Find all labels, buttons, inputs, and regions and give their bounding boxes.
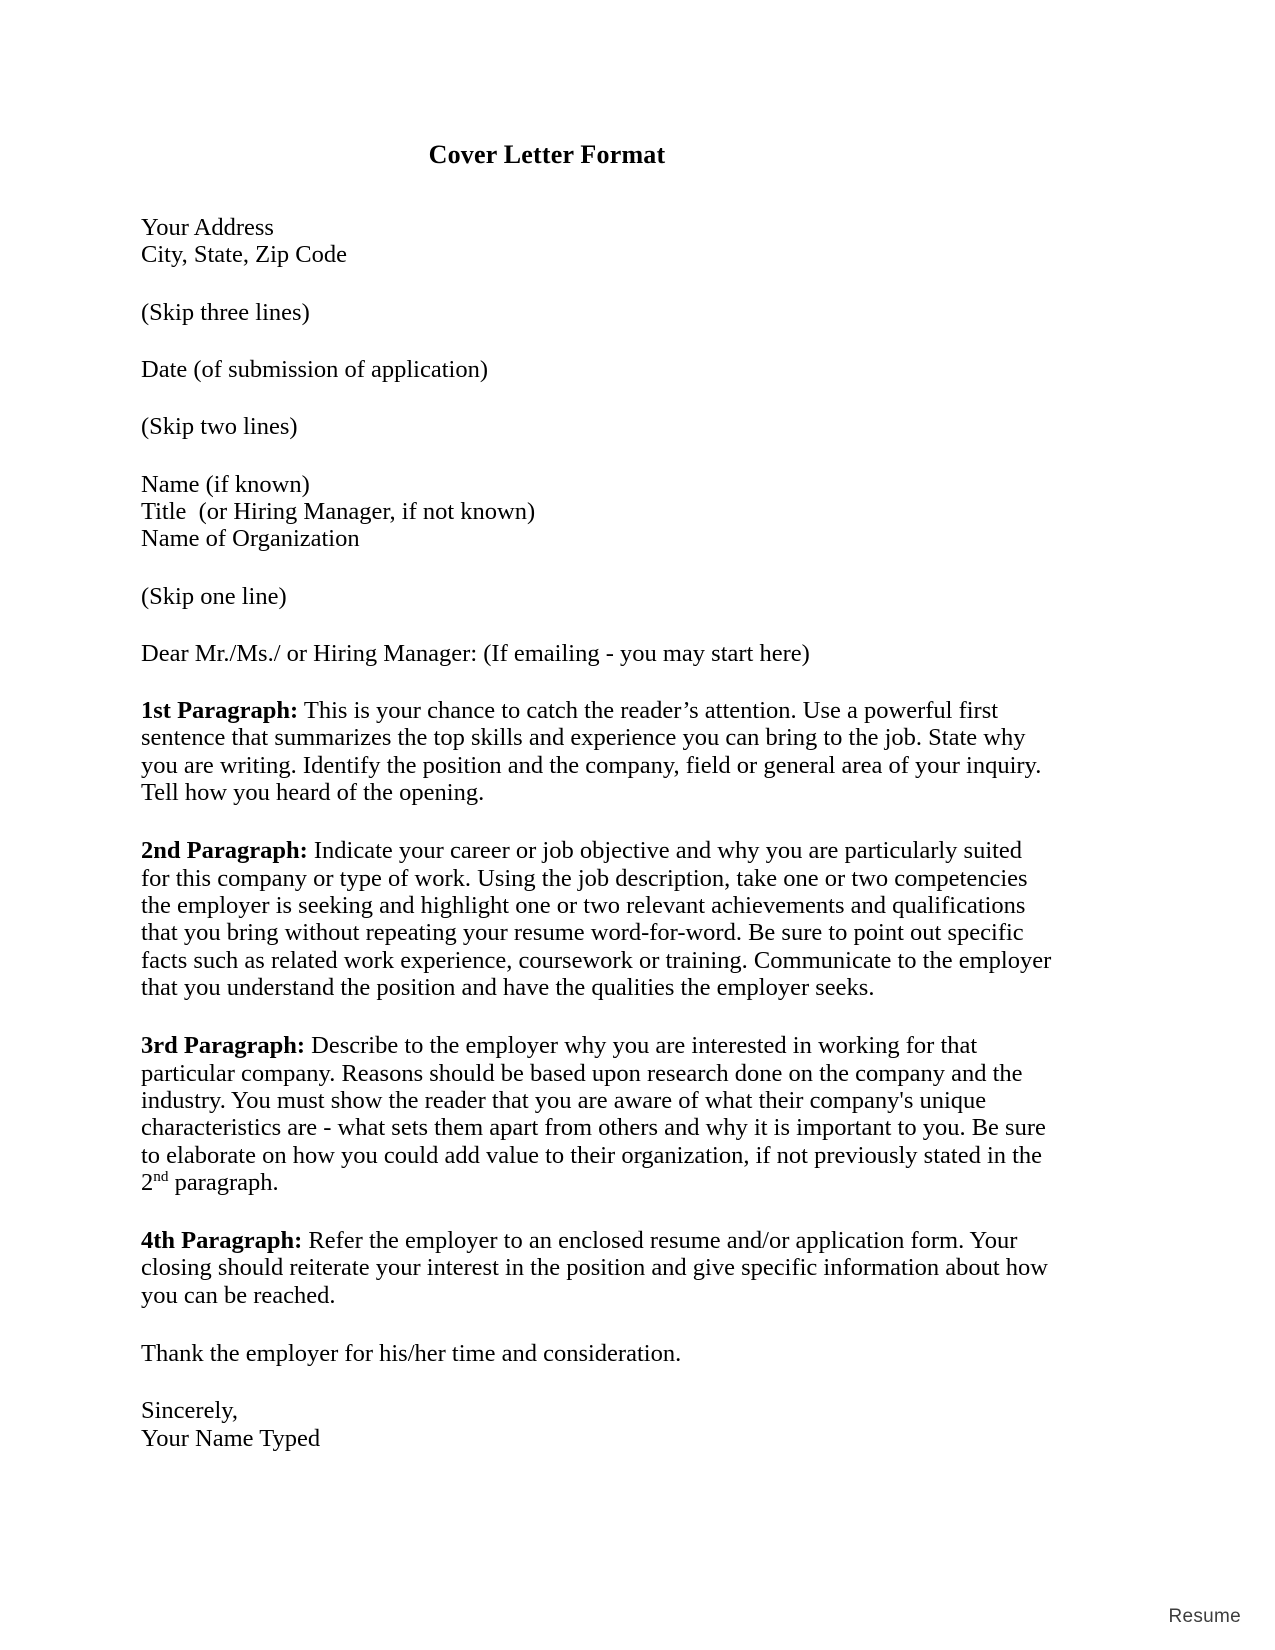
- closing-signature-name: Your Name Typed: [141, 1424, 321, 1452]
- paragraph-3-body-before-superscript: Describe to the employer why you are interested in working for that particular company. Reasons should be based upon research done on the company and the industry. You must show the reader that you are aware of what their company's unique characteristics are - what sets them apart from others and why it is important to you. Be sure to elaborate on how you could add value to their organization, if not previously stated in the 2: [141, 1032, 1046, 1196]
- paragraph-2-label: 2nd Paragraph:: [141, 837, 308, 865]
- recipient-title-line: Title (or Hiring Manager, if not known): [141, 497, 536, 525]
- thanks-line: Thank the employer for his/her time and consideration.: [141, 1340, 682, 1368]
- ordinal-superscript: nd: [153, 1167, 169, 1185]
- paragraph-1-label: 1st Paragraph:: [141, 697, 299, 725]
- paragraph-3-body-after-superscript: paragraph.: [168, 1168, 279, 1196]
- recipient-name-line: Name (if known): [141, 470, 310, 498]
- sender-address-block: [141, 214, 1053, 269]
- sender-address-line-1: Your Address: [141, 214, 274, 241]
- paragraph-4-label: 4th Paragraph:: [141, 1227, 303, 1255]
- paragraph-3-label: 3rd Paragraph:: [141, 1032, 305, 1060]
- page-title: Cover Letter Format: [428, 140, 666, 169]
- paragraph-1: [141, 697, 1053, 806]
- paragraph-1-body: This is your chance to catch the reader’s attention. Use a powerful first sentence that summarizes the top skills and experience you can bring to the job. State why you are writing. Identify the position and the company, field or general area of your inquiry. Tell how you heard of the opening.: [141, 697, 1042, 807]
- salutation-line: Dear Mr./Ms./ or Hiring Manager: (If emailing - you may start here): [141, 639, 810, 667]
- paragraph-4: [141, 1227, 1053, 1309]
- closing-salutation: Sincerely,: [141, 1397, 239, 1425]
- footer-watermark: Resume: [1168, 1606, 1241, 1627]
- date-line: Date (of submission of application): [141, 355, 489, 383]
- letter-body: [141, 140, 1053, 1482]
- skip-three-lines-note: (Skip three lines): [141, 298, 310, 326]
- paragraph-4-body: Refer the employer to an enclosed resume and/or application form. Your closing should reiterate your interest in the position and give specific information about how you can be reached.: [141, 1227, 1048, 1309]
- skip-two-lines-note: (Skip two lines): [141, 413, 298, 441]
- recipient-address-block: [141, 471, 1053, 553]
- closing-block: [141, 1397, 1053, 1452]
- paragraph-2-body: Indicate your career or job objective and why you are particularly suited for this company or type of work. Using the job description, take one or two competencies the employer is seeking and highlight one or two relevant achievements and qualifications that you bring without repeating your resume word-for-word. Be sure to point out specific facts such as related work experience, coursework or training. Communicate to the employer that you understand the position and have the qualities the employer seeks.: [141, 837, 1052, 1001]
- recipient-organization-line: Name of Organization: [141, 525, 360, 553]
- paragraph-3: [141, 1032, 1053, 1196]
- paragraph-2: [141, 837, 1053, 1001]
- skip-one-line-note: (Skip one line): [141, 582, 287, 610]
- sender-address-line-2: City, State, Zip Code: [141, 241, 347, 269]
